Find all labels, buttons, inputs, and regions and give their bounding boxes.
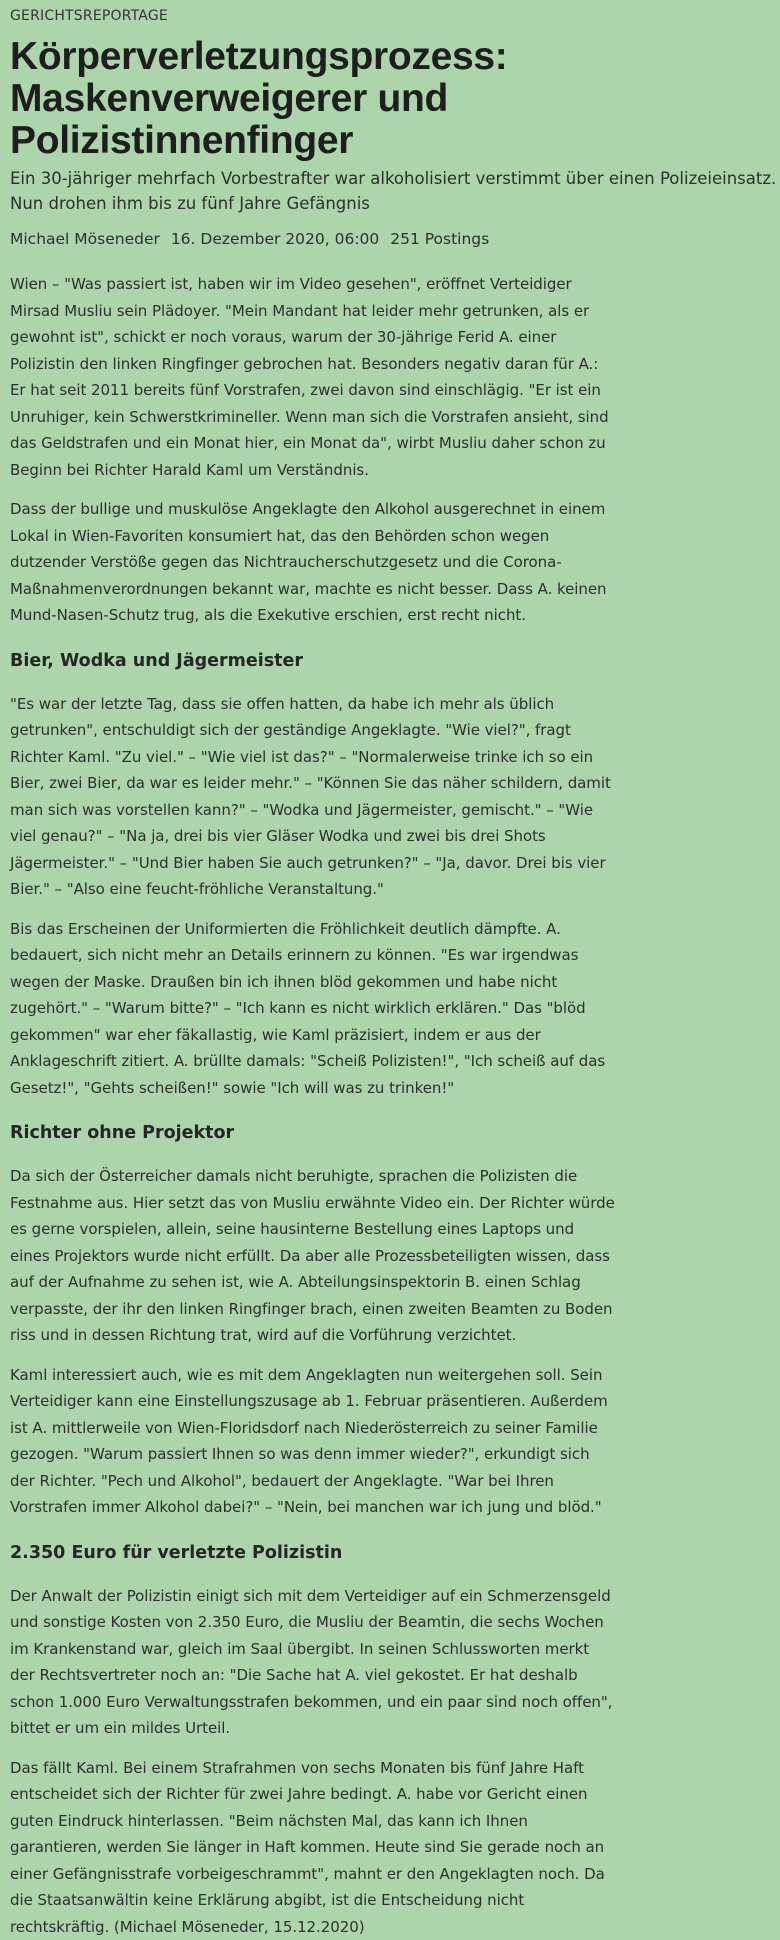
paragraph-4: Bis das Erscheinen der Uniformierten die Fröhlichkeit deutlich dämpfte. A. bedauert, sich nicht mehr an Details erinnern zu können. "Es war irgendwas wegen der Maske. Draußen bin ich ihnen blöd gekommen und habe nicht zugehört." – "Warum bitte?" – "Ich kann es nicht wirklich erklären." Das "blöd gekommen" war eher fäkallastig, wie Kaml präzisiert, indem er aus der Anklageschrift zitiert. A. brüllte damals: "Scheiß Polizisten!", "Ich scheiß auf das Gesetz!", "Gehts scheißen!" sowie "Ich will was zu trinken!" [10, 916, 615, 1102]
paragraph-3: "Es war der letzte Tag, dass sie offen hatten, da habe ich mehr als üblich getrunken", entschuldigt sich der geständige Angeklagte. "Wie viel?", fragt Richter Kaml. "Zu viel." – "Wie viel ist das?" – "Normalerweise trinke ich so ein Bier, zwei Bier, da war es leider mehr." – "Können Sie das näher schildern, damit man sich was vorstellen kann?" – "Wodka und Jägermeister, gemischt." – "Wie viel genau?" – "Na ja, drei bis vier Gläser Wodka und zwei bis drei Shots Jägermeister." – "Und Bier haben Sie auch getrunken?" – "Ja, davor. Drei bis vier Bier." – "Also eine feucht-fröhliche Veranstaltung." [10, 691, 615, 903]
section-heading-2: Richter ohne Projektor [10, 1121, 615, 1145]
headline-line-1: Körperverletzungsprozess: [10, 35, 507, 78]
article-kicker[interactable]: GERICHTSREPORTAGE [10, 6, 770, 26]
paragraph-6: Kaml interessiert auch, wie es mit dem Angeklagten nun weitergehen soll. Sein Verteidiger kann eine Einstellungszusage ab 1. Februar präsentieren. Außerdem ist A. mittlerweile von Wien-Floridsdorf nach Niederösterreich zu seiner Familie gezogen. "Warum passiert Ihnen so was denn immer wieder?", erkundigt sich der Richter. "Pech und Alkohol", bedauert der Angeklagte. "War bei Ihren Vorstrafen immer Alkohol dabei?" – "Nein, bei manchen war ich jung und blöd." [10, 1362, 615, 1521]
article-meta [10, 228, 770, 250]
paragraph-5: Da sich der Österreicher damals nicht beruhigte, sprachen die Polizisten die Festnahme aus. Hier setzt das von Musliu erwähnte Video ein. Der Richter würde es gerne vorspielen, allein, seine hausinterne Bestellung eines Laptops und eines Projektors wurde nicht erfüllt. Da aber alle Prozessbeteiligten wissen, dass auf der Aufnahme zu sehen ist, wie A. Abteilungsinspektorin B. einen Schlag verpasste, der ihr den linken Ringfinger brach, einen zweiten Beamten zu Boden riss und in dessen Richtung trat, wird auf die Vorführung verzichtet. [10, 1163, 615, 1349]
section-heading-1: Bier, Wodka und Jägermeister [10, 649, 615, 673]
paragraph-1: Wien – "Was passiert ist, haben wir im Video gesehen", eröffnet Verteidiger Mirsad Musliu sein Plädoyer. "Mein Mandant hat leider mehr getrunken, als er gewohnt ist", schickt er noch voraus, warum der 30-jährige Ferid A. einer Polizistin den linken Ringfinger gebrochen hat. Besonders negativ daran für A.: Er hat seit 2011 bereits fünf Vorstrafen, zwei davon sind einschlägig. "Er ist ein Unruhiger, kein Schwerstkrimineller. Wenn man sich die Vorstrafen ansieht, sind das Geldstrafen und ein Monat hier, ein Monat da", wirbt Musliu daher schon zu Beginn bei Richter Harald Kaml um Verständnis. [10, 271, 615, 483]
article-body [10, 271, 615, 1940]
article-headline [10, 36, 770, 162]
paragraph-8: Das fällt Kaml. Bei einem Strafrahmen von sechs Monaten bis fünf Jahre Haft entscheidet sich der Richter für zwei Jahre bedingt. A. habe vor Gericht einen guten Eindruck hinterlassen. "Beim nächsten Mal, das kann ich Ihnen garantieren, werden Sie länger in Haft kommen. Heute sind Sie gerade noch an einer Gefängnisstrafe vorbeigeschrammt", mahnt er den Angeklagten noch. Da die Staatsanwältin keine Erklärung abgibt, ist die Entscheidung nicht rechtskräftig. (Michael Möseneder, 15.12.2020) [10, 1755, 615, 1940]
article-subline: Ein 30-jähriger mehrfach Vorbestrafter war alkoholisiert verstimmt über einen Polizeieinsatz. Nun drohen ihm bis zu fünf Jahre Gefängnis [10, 166, 780, 216]
publish-date: 16. Dezember 2020, 06:00 [171, 230, 379, 248]
author-link[interactable]: Michael Möseneder [10, 230, 160, 248]
paragraph-2: Dass der bullige und muskulöse Angeklagte den Alkohol ausgerechnet in einem Lokal in Wien-Favoriten konsumiert hat, das den Behörden schon wegen dutzender Verstöße gegen das Nichtraucherschutzgesetz und die Corona-Maßnahmenverordnungen bekannt war, machte es nicht besser. Dass A. keinen Mund-Nasen-Schutz trug, als die Exekutive erschien, erst recht nicht. [10, 496, 615, 629]
section-heading-3: 2.350 Euro für verletzte Polizistin [10, 1541, 615, 1565]
postings-link[interactable]: 251 Postings [390, 230, 489, 248]
paragraph-7: Der Anwalt der Polizistin einigt sich mit dem Verteidiger auf ein Schmerzensgeld und sonstige Kosten von 2.350 Euro, die Musliu der Beamtin, die sechs Wochen im Krankenstand war, gleich im Saal übergibt. In seinen Schlussworten merkt der Rechtsvertreter noch an: "Die Sache hat A. viel gekostet. Er hat deshalb schon 1.000 Euro Verwaltungsstrafen bekommen, und ein paar sind noch offen", bittet er um ein mildes Urteil. [10, 1583, 615, 1742]
headline-line-2: Maskenverweigerer und Polizistinnenfinger [10, 77, 448, 162]
